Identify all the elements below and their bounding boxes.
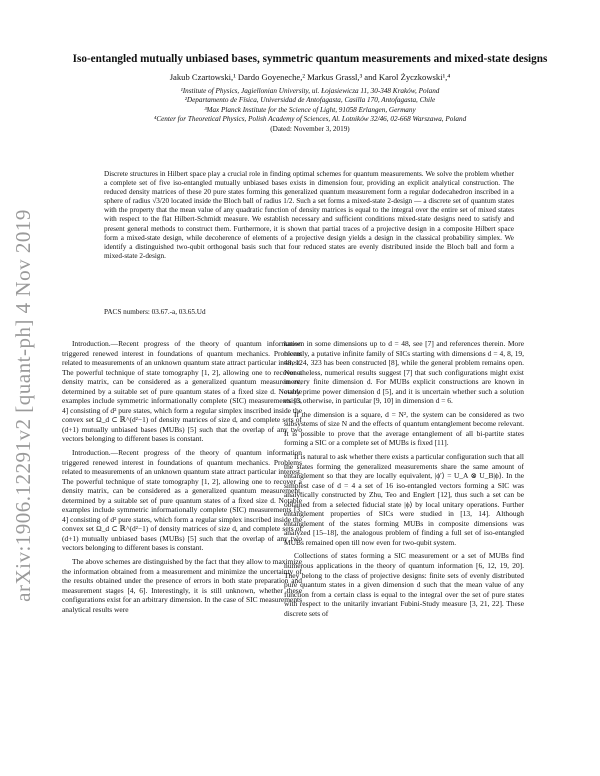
- body-paragraph: Introduction.—Recent progress of the theory of quantum information triggered renewed interest in foundations of quantum mechanics. Problems related to measurements of an unknown quantum state attract particular interest. The powerful technique of state tomography [1, 2], allowing one to recover a density matrix, can be considered as a generalized quantum measurement, determined by a suitable set of pure quantum states of a fixed size d. Notable examples include symmetric informationally complete (SIC) measurements [3, 4] consisting of d² pure states, which form a regular simplex inscribed inside the convex set Ω_d ⊂ ℝ^(d²−1) of density matrices of size d, and complete sets of (d+1) mutually unbiased bases (MUBs) [5] such that the overlap of any two vectors belonging to different bases is constant.: [62, 448, 302, 553]
- affiliation-3: ³Max Planck Institute for the Science of Light, 91058 Erlangen, Germany: [204, 105, 416, 114]
- arxiv-identifier: [6, 170, 40, 640]
- left-column: [62, 339, 302, 618]
- body-paragraph: It is natural to ask whether there exists a particular configuration such that all the states forming the generalized measurements share the same amount of entanglement so that they are locally equivalent, |ϕ′⟩ = U_A ⊗ U_B|ϕ⟩. In the simplest case of d = 4 a set of 16 iso-entangled vectors forming a SIC was analytically constructed by Zhu, Teo and Englert [12], thus such a set can be obtained from a selected fiducial state |ϕ⟩ by local unitary operations. Further entanglement properties of SICs were studied in [13, 14]. Although entanglement of the states forming MUBs in composite dimensions was analyzed [15–18], the analogous problem of finding a full set of iso-entangled MUBs remained open till now even for two-qubit system.: [284, 452, 524, 547]
- body-paragraph: known in some dimensions up to d = 48, see [7] and references therein. More recently, a putative infinite family of SICs starting with dimensions d = 4, 8, 19, 48, 124, 323 has been constructed [8], while the general problem remains open. Nonetheless, numerical results suggest [7] that such configurations might exist in every finite dimension d. For MUBs explicit constructions are known in every prime power dimension d [5], and it is uncertain whether such a solution exists otherwise, in particular [9, 10] in dimension d = 6.: [284, 339, 524, 406]
- affiliation-4: ⁴Center for Theoretical Physics, Polish Academy of Sciences, Al. Lotników 32/46, 02-668 Warszawa, Poland: [153, 115, 467, 124]
- affiliation-2: ²Departamento de Física, Universidad de Antofagasta, Casilla 170, Antofagasta, Chile: [184, 96, 436, 105]
- body-paragraph: The above schemes are distinguished by the fact that they allow to maximize the information obtained from a measurement and minimize the uncertainty of the results obtained under the presence of errors in both state preparation and measurement stages [4, 6]. Interestingly, it is still unknown, whether these configurations exist for an arbitrary dimension. In the case of SIC measurements analytical results were: [62, 557, 302, 614]
- body-paragraph: Collections of states forming a SIC measurement or a set of MUBs find numerous applications in the theory of quantum information [6, 12, 19, 20]. They belong to the class of projective designs: finite sets of evenly distributed pure quantum states in a given dimension d such that the mean value of any function from a certain class is equal to the integral over the set of pure states with respect to the unitarily invariant Fubini-Study measure [3, 21, 22]. These discrete sets of: [284, 551, 524, 618]
- author-list: Jakub Czartowski,¹ Dardo Goyeneche,² Markus Grassl,³ and Karol Życzkowski¹,⁴: [169, 72, 451, 82]
- right-column: [284, 339, 524, 622]
- date-line: (Dated: November 3, 2019): [270, 124, 350, 133]
- paper-title: Iso-entangled mutually unbiased bases, symmetric quantum measurements and mixed-state designs: [72, 53, 548, 65]
- pacs-numbers: PACS numbers: 03.67.-a, 03.65.Ud: [104, 308, 206, 316]
- affiliations: [60, 87, 560, 134]
- abstract: Discrete structures in Hilbert space play a crucial role in finding optimal schemes for quantum measurements. We solve the problem whether a complete set of five iso-entangled mutually unbiased bases exists in dimension four, providing an explicit analytical construction. The reduced density matrices of these 20 pure states forming this generalized quantum measurement form a regular dodecahedron inscribed in a sphere of radius √3/20 located inside the Bloch ball of radius 1/2. Such a set forms a mixed-state 2-design — a discrete set of quantum states with the property that the mean value of any quadratic function of density matrices is equal to the integral over the entire set of mixed states with respect to the flat Hilbert-Schmidt measure. We establish necessary and sufficient conditions mixed-state designs need to satisfy and present general methods to construct them. Furthermore, it is shown that partial traces of a projective design in a composite Hilbert space form a mixed-state design, while decoherence of elements of a projective design yields a design in the classical probability simplex. We identify a distinguished two-qubit orthogonal basis such that four reduced states are evenly distributed inside the Bloch ball and form a mixed-state 2-design.: [104, 170, 514, 260]
- body-paragraph: Introduction.—Recent progress of the theory of quantum information triggered renewed interest in foundations of quantum mechanics. Problems related to measurements of an unknown quantum state attract particular interest. The powerful technique of state tomography [1, 2], allowing one to recover a density matrix, can be considered as a generalized quantum measurement, determined by a suitable set of pure quantum states of a fixed size d. Notable examples include symmetric informationally complete (SIC) measurements [3, 4] consisting of d² pure states, which form a regular simplex inscribed inside the convex set Ω_d ⊂ ℝ^(d²−1) of density matrices of size d, and complete sets of (d+1) mutually unbiased bases (MUBs) [5] such that the overlap of any two vectors belonging to different bases is constant.: [62, 339, 302, 444]
- body-paragraph: If the dimension is a square, d = N², the system can be considered as two subsystems of size N and the effects of quantum entanglement become relevant. It is possible to prove that the average entanglement of all bi-partite states forming a SIC or a complete set of MUBs is fixed [11].: [284, 409, 524, 448]
- affiliation-1: ¹Institute of Physics, Jagiellonian University, ul. Łojasiewicza 11, 30-348 Kraków, Poland: [180, 87, 440, 95]
- arxiv-identifier-text: arXiv:1906.12291v2 [quant-ph] 4 Nov 2019: [10, 208, 35, 602]
